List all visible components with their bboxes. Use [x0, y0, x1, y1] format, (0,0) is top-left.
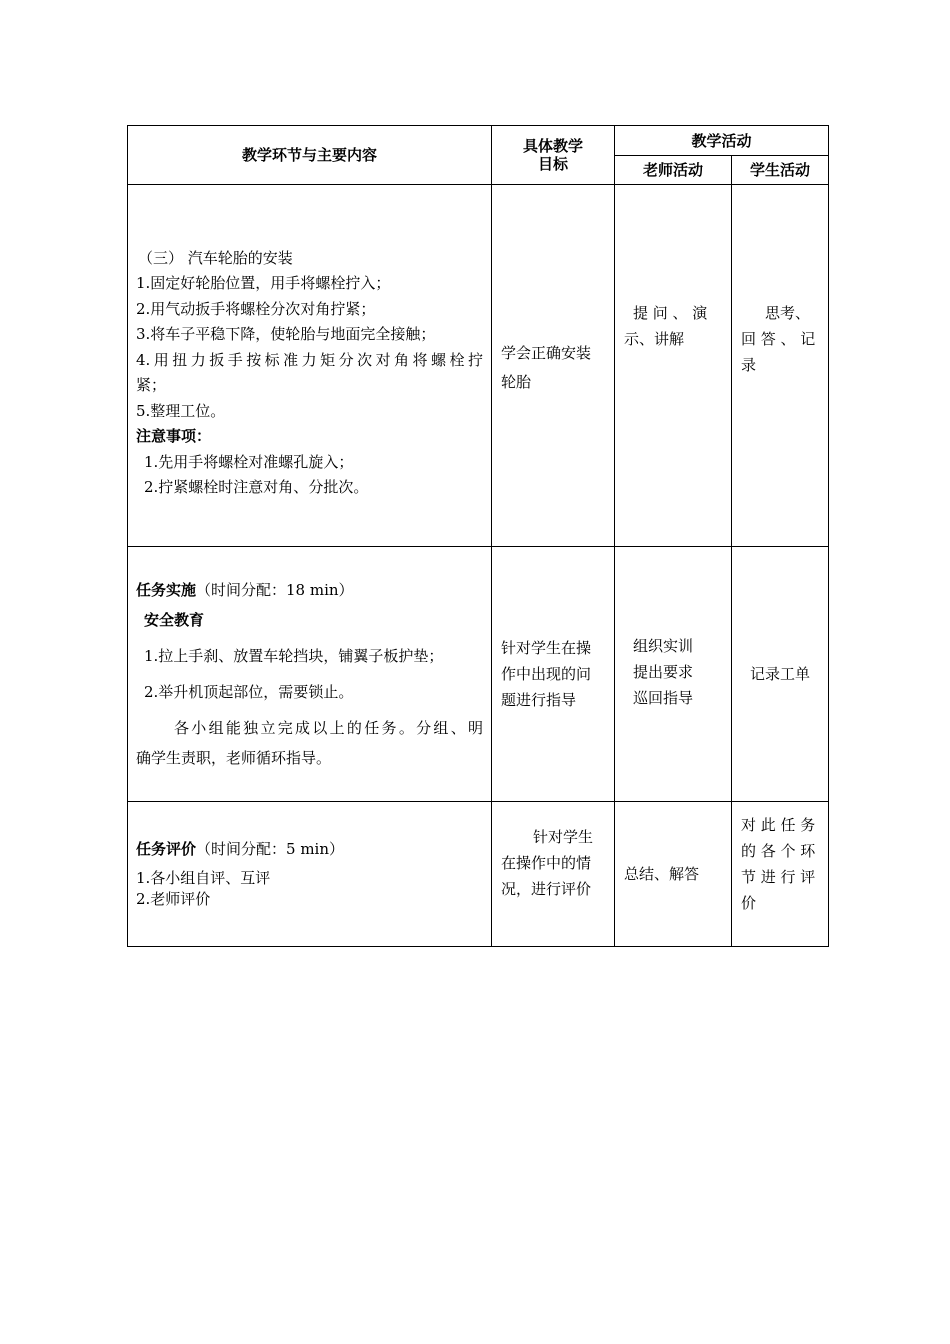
row1-step-3: 3.将车子平稳下降，使轮胎与地面完全接触； [136, 325, 436, 343]
row1-step-4b: 紧； [136, 376, 167, 394]
row1-goal: 学会正确安装 轮胎 [492, 185, 615, 547]
row1-student: 思考、 回 答 、 记 录 [732, 185, 829, 547]
row2-teacher: 组织实训 提出要求 巡回指导 [615, 547, 732, 802]
row1-step-4: 4.用扭力扳手按标准力矩分次对角将螺栓拧 [136, 350, 483, 369]
row2-goal: 针对学生在操 作中出现的问 题进行指导 [492, 547, 615, 802]
row1-step-2: 2.用气动扳手将螺栓分次对角拧紧； [136, 299, 376, 318]
header-goal: 具体教学 目标 [492, 126, 615, 185]
row3-goal: 针对学生 在操作中的情 况，进行评价 [492, 802, 615, 947]
header-activities: 教学活动 [615, 126, 829, 156]
row1-teacher: 提 问 、 演 示、讲解 [615, 185, 732, 547]
table-row [128, 547, 829, 802]
row1-step-1: 1.固定好轮胎位置，用手将螺栓拧入； [136, 274, 391, 292]
row1-heading: （三） 汽车轮胎的安装 [138, 248, 293, 267]
row2-content: 任务实施（时间分配：18 min） 安全教育 1.拉上手刹、放置车轮挡块，铺翼子板护垫； 2.举升机顶起部位，需要锁止。 各小组能独立完成以上的任务。分组、明 确学生责职，老师循环指导。 [128, 547, 492, 802]
table-row [128, 185, 829, 547]
table-row [128, 802, 829, 947]
teaching-plan-table [127, 125, 829, 947]
row3-teacher: 总结、解答 [615, 802, 732, 947]
note-1: 1.先用手将螺栓对准螺孔旋入； [144, 452, 354, 471]
row2-student: 记录工单 [732, 547, 829, 802]
row1-step-5: 5.整理工位。 [136, 401, 226, 420]
note-2: 2.拧紧螺栓时注意对角、分批次。 [144, 478, 369, 496]
row1-content [128, 185, 492, 547]
header-content: 教学环节与主要内容 [128, 126, 492, 185]
notes-title: 注意事项： [136, 427, 212, 445]
row3-student: 对 此 任 务 的 各 个 环 节 进 行 评 价 [732, 802, 829, 947]
header-student: 学生活动 [732, 156, 829, 185]
row3-content: 任务评价（时间分配：5 min） 1.各小组自评、互评 2.老师评价 [128, 802, 492, 947]
header-teacher: 老师活动 [615, 156, 732, 185]
